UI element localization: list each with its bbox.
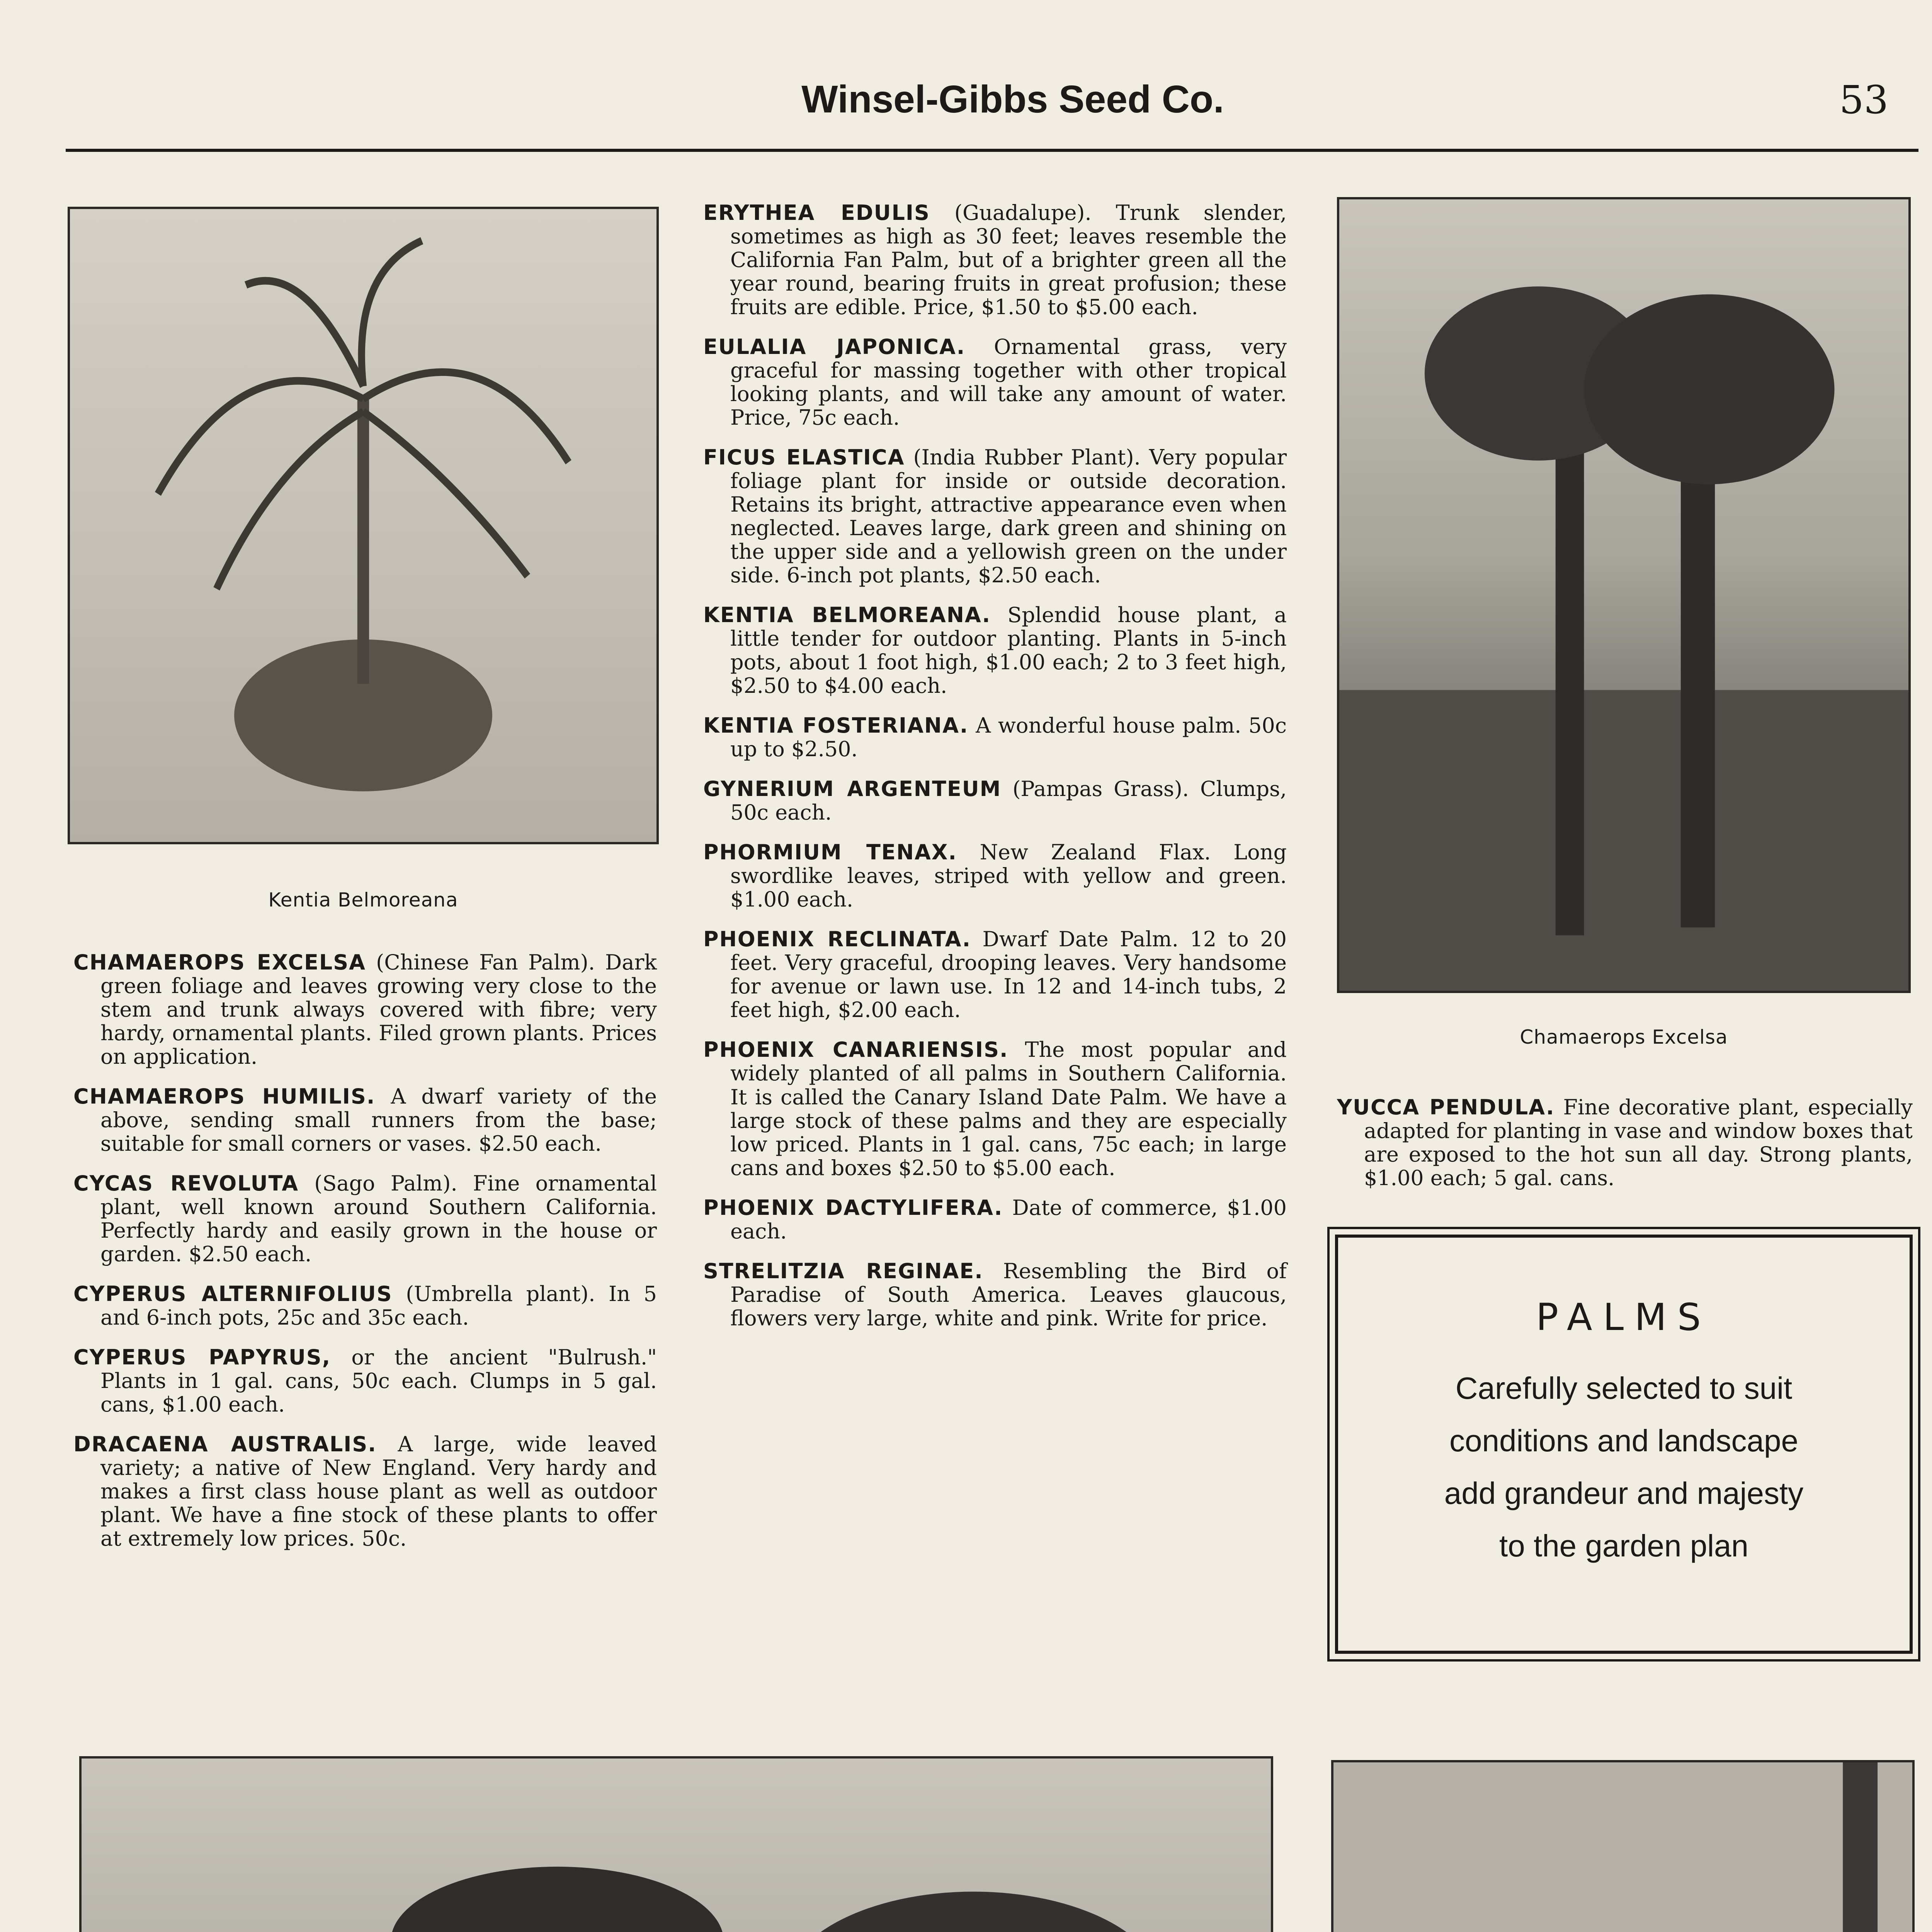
entry-erythea-edulis: ERYTHEA EDULIS (Guadalupe). Trunk slender, sometimes as high as 30 feet; leaves resemble the California Fan Palm, but of a brighter green all the year round, bearing fruits in great profusion; these fruits are edible. Price, $1.50 to $5.00 each.	[703, 201, 1287, 320]
entry-kentia-fosteriana: KENTIA FOSTERIANA. A wonderful house palm. 50c up to $2.50.	[703, 713, 1287, 762]
left-column	[73, 951, 657, 1566]
palms-title: PALMS	[1536, 1296, 1712, 1339]
entry-cyperus-papyrus: CYPERUS PAPYRUS, or the ancient "Bulrush." Plants in 1 gal. cans, 50c each. Clumps in 5 gal. cans, $1.00 each.	[73, 1345, 657, 1417]
sago-palm-illustration	[1333, 1762, 1912, 1932]
header-rule	[66, 149, 1918, 152]
entry-phoenix-canariensis: PHOENIX CANARIENSIS. The most popular and widely planted of all palms in Southern California. It is called the Canary Island Date Palm. We have a large stock of these palms and they are especially low priced. Plants in 1 gal. cans, 75c each; in large cans and boxes $2.50 to $5.00 each.	[703, 1037, 1287, 1180]
entry-cyperus-alternifolius: CYPERUS ALTERNIFOLIUS (Umbrella plant). In 5 and 6-inch pots, 25c and 35c each.	[73, 1282, 657, 1330]
entry-chamaerops-humilis: CHAMAEROPS HUMILIS. A dwarf variety of the above, sending small runners from the base; suitable for small corners or vases. $2.50 each.	[73, 1084, 657, 1156]
palms-line: add grandeur and majesty	[1444, 1476, 1804, 1510]
chamaerops-caption: Chamaerops Excelsa	[1520, 1026, 1728, 1048]
palm-grove-illustration	[82, 1759, 1271, 1932]
chamaerops-excelsa-photo	[1337, 197, 1911, 993]
entry-cycas-revoluta: CYCAS REVOLUTA (Sago Palm). Fine ornamental plant, well known around Southern California. Perfectly hardy and easily grown in the house or garden. $2.50 each.	[73, 1171, 657, 1267]
page-header-title: Winsel-Gibbs Seed Co.	[801, 78, 1224, 121]
entry-ficus-elastica: FICUS ELASTICA (India Rubber Plant). Very popular foliage plant for inside or outside decoration. Retains its bright, attractive appearance even when neglected. Leaves large, dark green and shining on the upper side and a yellowish green on the under side. 6-inch pot plants, $2.50 each.	[703, 445, 1287, 588]
entry-phoenix-reclinata: PHOENIX RECLINATA. Dwarf Date Palm. 12 to 20 feet. Very graceful, drooping leaves. Very handsome for avenue or lawn use. In 12 and 14-inch tubs, 2 feet high, $2.00 each.	[703, 927, 1287, 1022]
entry-strelitzia-reginae: STRELITZIA REGINAE. Resembling the Bird of Paradise of South America. Leaves glaucous, flowers very large, white and pink. Write for price.	[703, 1259, 1287, 1330]
palms-line: conditions and landscape	[1449, 1423, 1798, 1458]
entry-dracaena-australis: DRACAENA AUSTRALIS. A large, wide leaved variety; a native of New England. Very hardy and makes a first class house plant as well as outdoor plant. We have a fine stock of these plants to offer at extremely low prices. 50c.	[73, 1432, 657, 1551]
palms-promo-box	[1335, 1235, 1913, 1654]
palms-line: Carefully selected to suit	[1455, 1371, 1793, 1405]
middle-column	[703, 201, 1287, 1346]
fan-palms-illustration	[1339, 199, 1908, 991]
entry-chamaerops-excelsa: CHAMAEROPS EXCELSA (Chinese Fan Palm). Dark green foliage and leaves growing very close to the stem and trunk always covered with fibre; very hardy, ornamental plants. Filed grown plants. Prices on application.	[73, 950, 657, 1069]
kentia-belmoreana-photo	[68, 207, 659, 844]
entry-phormium-tenax: PHORMIUM TENAX. New Zealand Flax. Long swordlike leaves, striped with yellow and green. $1.00 each.	[703, 840, 1287, 912]
entry-eulalia-japonica: EULALIA JAPONICA. Ornamental grass, very graceful for massing together with other tropical looking plants, and will take any amount of water. Price, 75c each.	[703, 335, 1287, 430]
entry-yucca-pendula: YUCCA PENDULA. Fine decorative plant, especially adapted for planting in vase and window boxes that are exposed to the hot sun all day. Strong plants, $1.00 each; 5 gal. cans.	[1337, 1095, 1913, 1190]
page-number: 53	[1839, 77, 1889, 122]
palms-line: to the garden plan	[1499, 1529, 1748, 1563]
potted-palm-illustration	[70, 209, 656, 842]
group-of-palms-photo	[79, 1756, 1273, 1932]
cycas-revoluta-photo	[1331, 1760, 1915, 1932]
entry-kentia-belmoreana: KENTIA BELMOREANA. Splendid house plant, a little tender for outdoor planting. Plants in 5-inch pots, about 1 foot high, $1.00 each; 2 to 3 feet high, $2.50 to $4.00 each.	[703, 603, 1287, 698]
kentia-caption: Kentia Belmoreana	[268, 889, 458, 911]
right-top-column	[1337, 1095, 1913, 1206]
entry-gynerium-argenteum: GYNERIUM ARGENTEUM (Pampas Grass). Clumps, 50c each.	[703, 777, 1287, 825]
entry-phoenix-dactylifera: PHOENIX DACTYLIFERA. Date of commerce, $1.00 each.	[703, 1195, 1287, 1243]
